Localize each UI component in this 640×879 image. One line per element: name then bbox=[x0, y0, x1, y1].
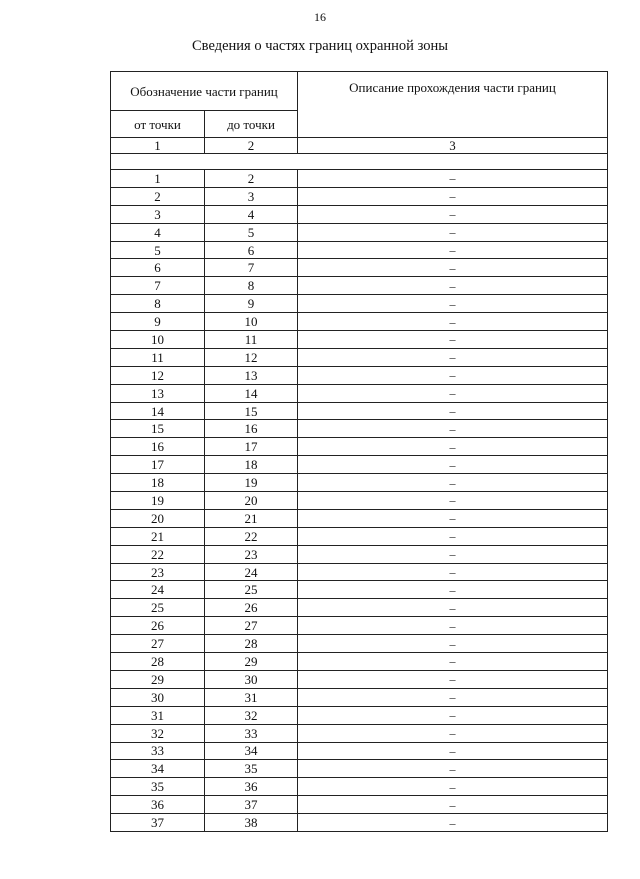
from-point-cell: 35 bbox=[111, 778, 205, 796]
to-point-cell: 25 bbox=[205, 581, 298, 599]
from-point-cell: 25 bbox=[111, 599, 205, 617]
to-point-cell: 26 bbox=[205, 599, 298, 617]
from-point-cell: 3 bbox=[111, 205, 205, 223]
table-row bbox=[111, 205, 608, 223]
boundary-parts-table bbox=[110, 71, 608, 832]
table-row bbox=[111, 742, 608, 760]
description-cell: – bbox=[298, 509, 608, 527]
from-point-cell: 14 bbox=[111, 402, 205, 420]
column-number-row bbox=[111, 138, 608, 154]
table-row bbox=[111, 313, 608, 331]
description-cell: – bbox=[298, 563, 608, 581]
to-point-cell: 27 bbox=[205, 617, 298, 635]
to-point-cell: 22 bbox=[205, 527, 298, 545]
description-cell: – bbox=[298, 295, 608, 313]
from-point-cell: 36 bbox=[111, 796, 205, 814]
column-number: 1 bbox=[111, 138, 205, 154]
to-point-cell: 13 bbox=[205, 366, 298, 384]
table-row bbox=[111, 474, 608, 492]
header-from-point: от точки bbox=[111, 111, 205, 138]
description-cell: – bbox=[298, 313, 608, 331]
from-point-cell: 15 bbox=[111, 420, 205, 438]
column-number: 2 bbox=[205, 138, 298, 154]
description-cell: – bbox=[298, 259, 608, 277]
description-cell: – bbox=[298, 170, 608, 188]
to-point-cell: 33 bbox=[205, 724, 298, 742]
from-point-cell: 29 bbox=[111, 670, 205, 688]
description-cell: – bbox=[298, 778, 608, 796]
description-cell: – bbox=[298, 670, 608, 688]
to-point-cell: 24 bbox=[205, 563, 298, 581]
to-point-cell: 9 bbox=[205, 295, 298, 313]
from-point-cell: 8 bbox=[111, 295, 205, 313]
to-point-cell: 19 bbox=[205, 474, 298, 492]
to-point-cell: 2 bbox=[205, 170, 298, 188]
to-point-cell: 8 bbox=[205, 277, 298, 295]
description-cell: – bbox=[298, 599, 608, 617]
table-header-row bbox=[111, 72, 608, 111]
from-point-cell: 9 bbox=[111, 313, 205, 331]
description-cell: – bbox=[298, 706, 608, 724]
from-point-cell: 10 bbox=[111, 331, 205, 349]
from-point-cell: 17 bbox=[111, 456, 205, 474]
from-point-cell: 28 bbox=[111, 653, 205, 671]
table-row bbox=[111, 527, 608, 545]
header-boundary-designation: Обозначение части границ bbox=[111, 72, 298, 111]
description-cell: – bbox=[298, 331, 608, 349]
table-row bbox=[111, 796, 608, 814]
to-point-cell: 17 bbox=[205, 438, 298, 456]
to-point-cell: 21 bbox=[205, 509, 298, 527]
description-cell: – bbox=[298, 474, 608, 492]
table-row bbox=[111, 492, 608, 510]
from-point-cell: 12 bbox=[111, 366, 205, 384]
description-cell: – bbox=[298, 366, 608, 384]
description-cell: – bbox=[298, 760, 608, 778]
to-point-cell: 36 bbox=[205, 778, 298, 796]
from-point-cell: 7 bbox=[111, 277, 205, 295]
description-cell: – bbox=[298, 384, 608, 402]
to-point-cell: 29 bbox=[205, 653, 298, 671]
table-row bbox=[111, 617, 608, 635]
section-spacer-row bbox=[111, 154, 608, 170]
from-point-cell: 26 bbox=[111, 617, 205, 635]
description-cell: – bbox=[298, 724, 608, 742]
header-to-point: до точки bbox=[205, 111, 298, 138]
to-point-cell: 4 bbox=[205, 205, 298, 223]
table-row bbox=[111, 688, 608, 706]
description-cell: – bbox=[298, 241, 608, 259]
table-row bbox=[111, 295, 608, 313]
table-row bbox=[111, 420, 608, 438]
header-description: Описание прохождения части границ bbox=[298, 72, 608, 138]
description-cell: – bbox=[298, 420, 608, 438]
from-point-cell: 11 bbox=[111, 348, 205, 366]
from-point-cell: 31 bbox=[111, 706, 205, 724]
from-point-cell: 16 bbox=[111, 438, 205, 456]
table-row bbox=[111, 170, 608, 188]
to-point-cell: 31 bbox=[205, 688, 298, 706]
from-point-cell: 22 bbox=[111, 545, 205, 563]
table-row bbox=[111, 438, 608, 456]
from-point-cell: 18 bbox=[111, 474, 205, 492]
from-point-cell: 34 bbox=[111, 760, 205, 778]
section-spacer-cell bbox=[111, 154, 608, 170]
from-point-cell: 4 bbox=[111, 223, 205, 241]
table-row bbox=[111, 814, 608, 832]
description-cell: – bbox=[298, 814, 608, 832]
to-point-cell: 7 bbox=[205, 259, 298, 277]
to-point-cell: 16 bbox=[205, 420, 298, 438]
to-point-cell: 30 bbox=[205, 670, 298, 688]
description-cell: – bbox=[298, 223, 608, 241]
from-point-cell: 33 bbox=[111, 742, 205, 760]
to-point-cell: 32 bbox=[205, 706, 298, 724]
from-point-cell: 1 bbox=[111, 170, 205, 188]
from-point-cell: 20 bbox=[111, 509, 205, 527]
column-number: 3 bbox=[298, 138, 608, 154]
from-point-cell: 5 bbox=[111, 241, 205, 259]
table-row bbox=[111, 456, 608, 474]
table-row bbox=[111, 384, 608, 402]
from-point-cell: 6 bbox=[111, 259, 205, 277]
from-point-cell: 37 bbox=[111, 814, 205, 832]
table-row bbox=[111, 348, 608, 366]
table-row bbox=[111, 563, 608, 581]
table-row bbox=[111, 223, 608, 241]
table-row bbox=[111, 331, 608, 349]
description-cell: – bbox=[298, 205, 608, 223]
description-cell: – bbox=[298, 348, 608, 366]
from-point-cell: 19 bbox=[111, 492, 205, 510]
description-cell: – bbox=[298, 688, 608, 706]
to-point-cell: 34 bbox=[205, 742, 298, 760]
description-cell: – bbox=[298, 402, 608, 420]
to-point-cell: 35 bbox=[205, 760, 298, 778]
table-row bbox=[111, 402, 608, 420]
table-row bbox=[111, 670, 608, 688]
to-point-cell: 5 bbox=[205, 223, 298, 241]
description-cell: – bbox=[298, 581, 608, 599]
description-cell: – bbox=[298, 796, 608, 814]
table-row bbox=[111, 778, 608, 796]
description-cell: – bbox=[298, 545, 608, 563]
description-cell: – bbox=[298, 527, 608, 545]
to-point-cell: 28 bbox=[205, 635, 298, 653]
to-point-cell: 12 bbox=[205, 348, 298, 366]
from-point-cell: 30 bbox=[111, 688, 205, 706]
from-point-cell: 23 bbox=[111, 563, 205, 581]
table-row bbox=[111, 259, 608, 277]
from-point-cell: 32 bbox=[111, 724, 205, 742]
from-point-cell: 13 bbox=[111, 384, 205, 402]
description-cell: – bbox=[298, 742, 608, 760]
to-point-cell: 14 bbox=[205, 384, 298, 402]
description-cell: – bbox=[298, 617, 608, 635]
from-point-cell: 2 bbox=[111, 187, 205, 205]
description-cell: – bbox=[298, 456, 608, 474]
from-point-cell: 24 bbox=[111, 581, 205, 599]
table-row bbox=[111, 545, 608, 563]
description-cell: – bbox=[298, 635, 608, 653]
description-cell: – bbox=[298, 492, 608, 510]
to-point-cell: 15 bbox=[205, 402, 298, 420]
description-cell: – bbox=[298, 187, 608, 205]
table-row bbox=[111, 509, 608, 527]
table-row bbox=[111, 187, 608, 205]
description-cell: – bbox=[298, 277, 608, 295]
to-point-cell: 23 bbox=[205, 545, 298, 563]
table-row bbox=[111, 760, 608, 778]
to-point-cell: 20 bbox=[205, 492, 298, 510]
to-point-cell: 6 bbox=[205, 241, 298, 259]
table-row bbox=[111, 635, 608, 653]
table-row bbox=[111, 366, 608, 384]
table-row bbox=[111, 241, 608, 259]
to-point-cell: 18 bbox=[205, 456, 298, 474]
to-point-cell: 11 bbox=[205, 331, 298, 349]
table-row bbox=[111, 653, 608, 671]
table-row bbox=[111, 599, 608, 617]
document-title: Сведения о частях границ охранной зоны bbox=[192, 38, 448, 54]
page-number: 16 bbox=[314, 10, 326, 24]
to-point-cell: 38 bbox=[205, 814, 298, 832]
table-row bbox=[111, 724, 608, 742]
table-row bbox=[111, 581, 608, 599]
to-point-cell: 37 bbox=[205, 796, 298, 814]
from-point-cell: 21 bbox=[111, 527, 205, 545]
to-point-cell: 10 bbox=[205, 313, 298, 331]
to-point-cell: 3 bbox=[205, 187, 298, 205]
description-cell: – bbox=[298, 653, 608, 671]
table-row bbox=[111, 706, 608, 724]
from-point-cell: 27 bbox=[111, 635, 205, 653]
table-row bbox=[111, 277, 608, 295]
description-cell: – bbox=[298, 438, 608, 456]
